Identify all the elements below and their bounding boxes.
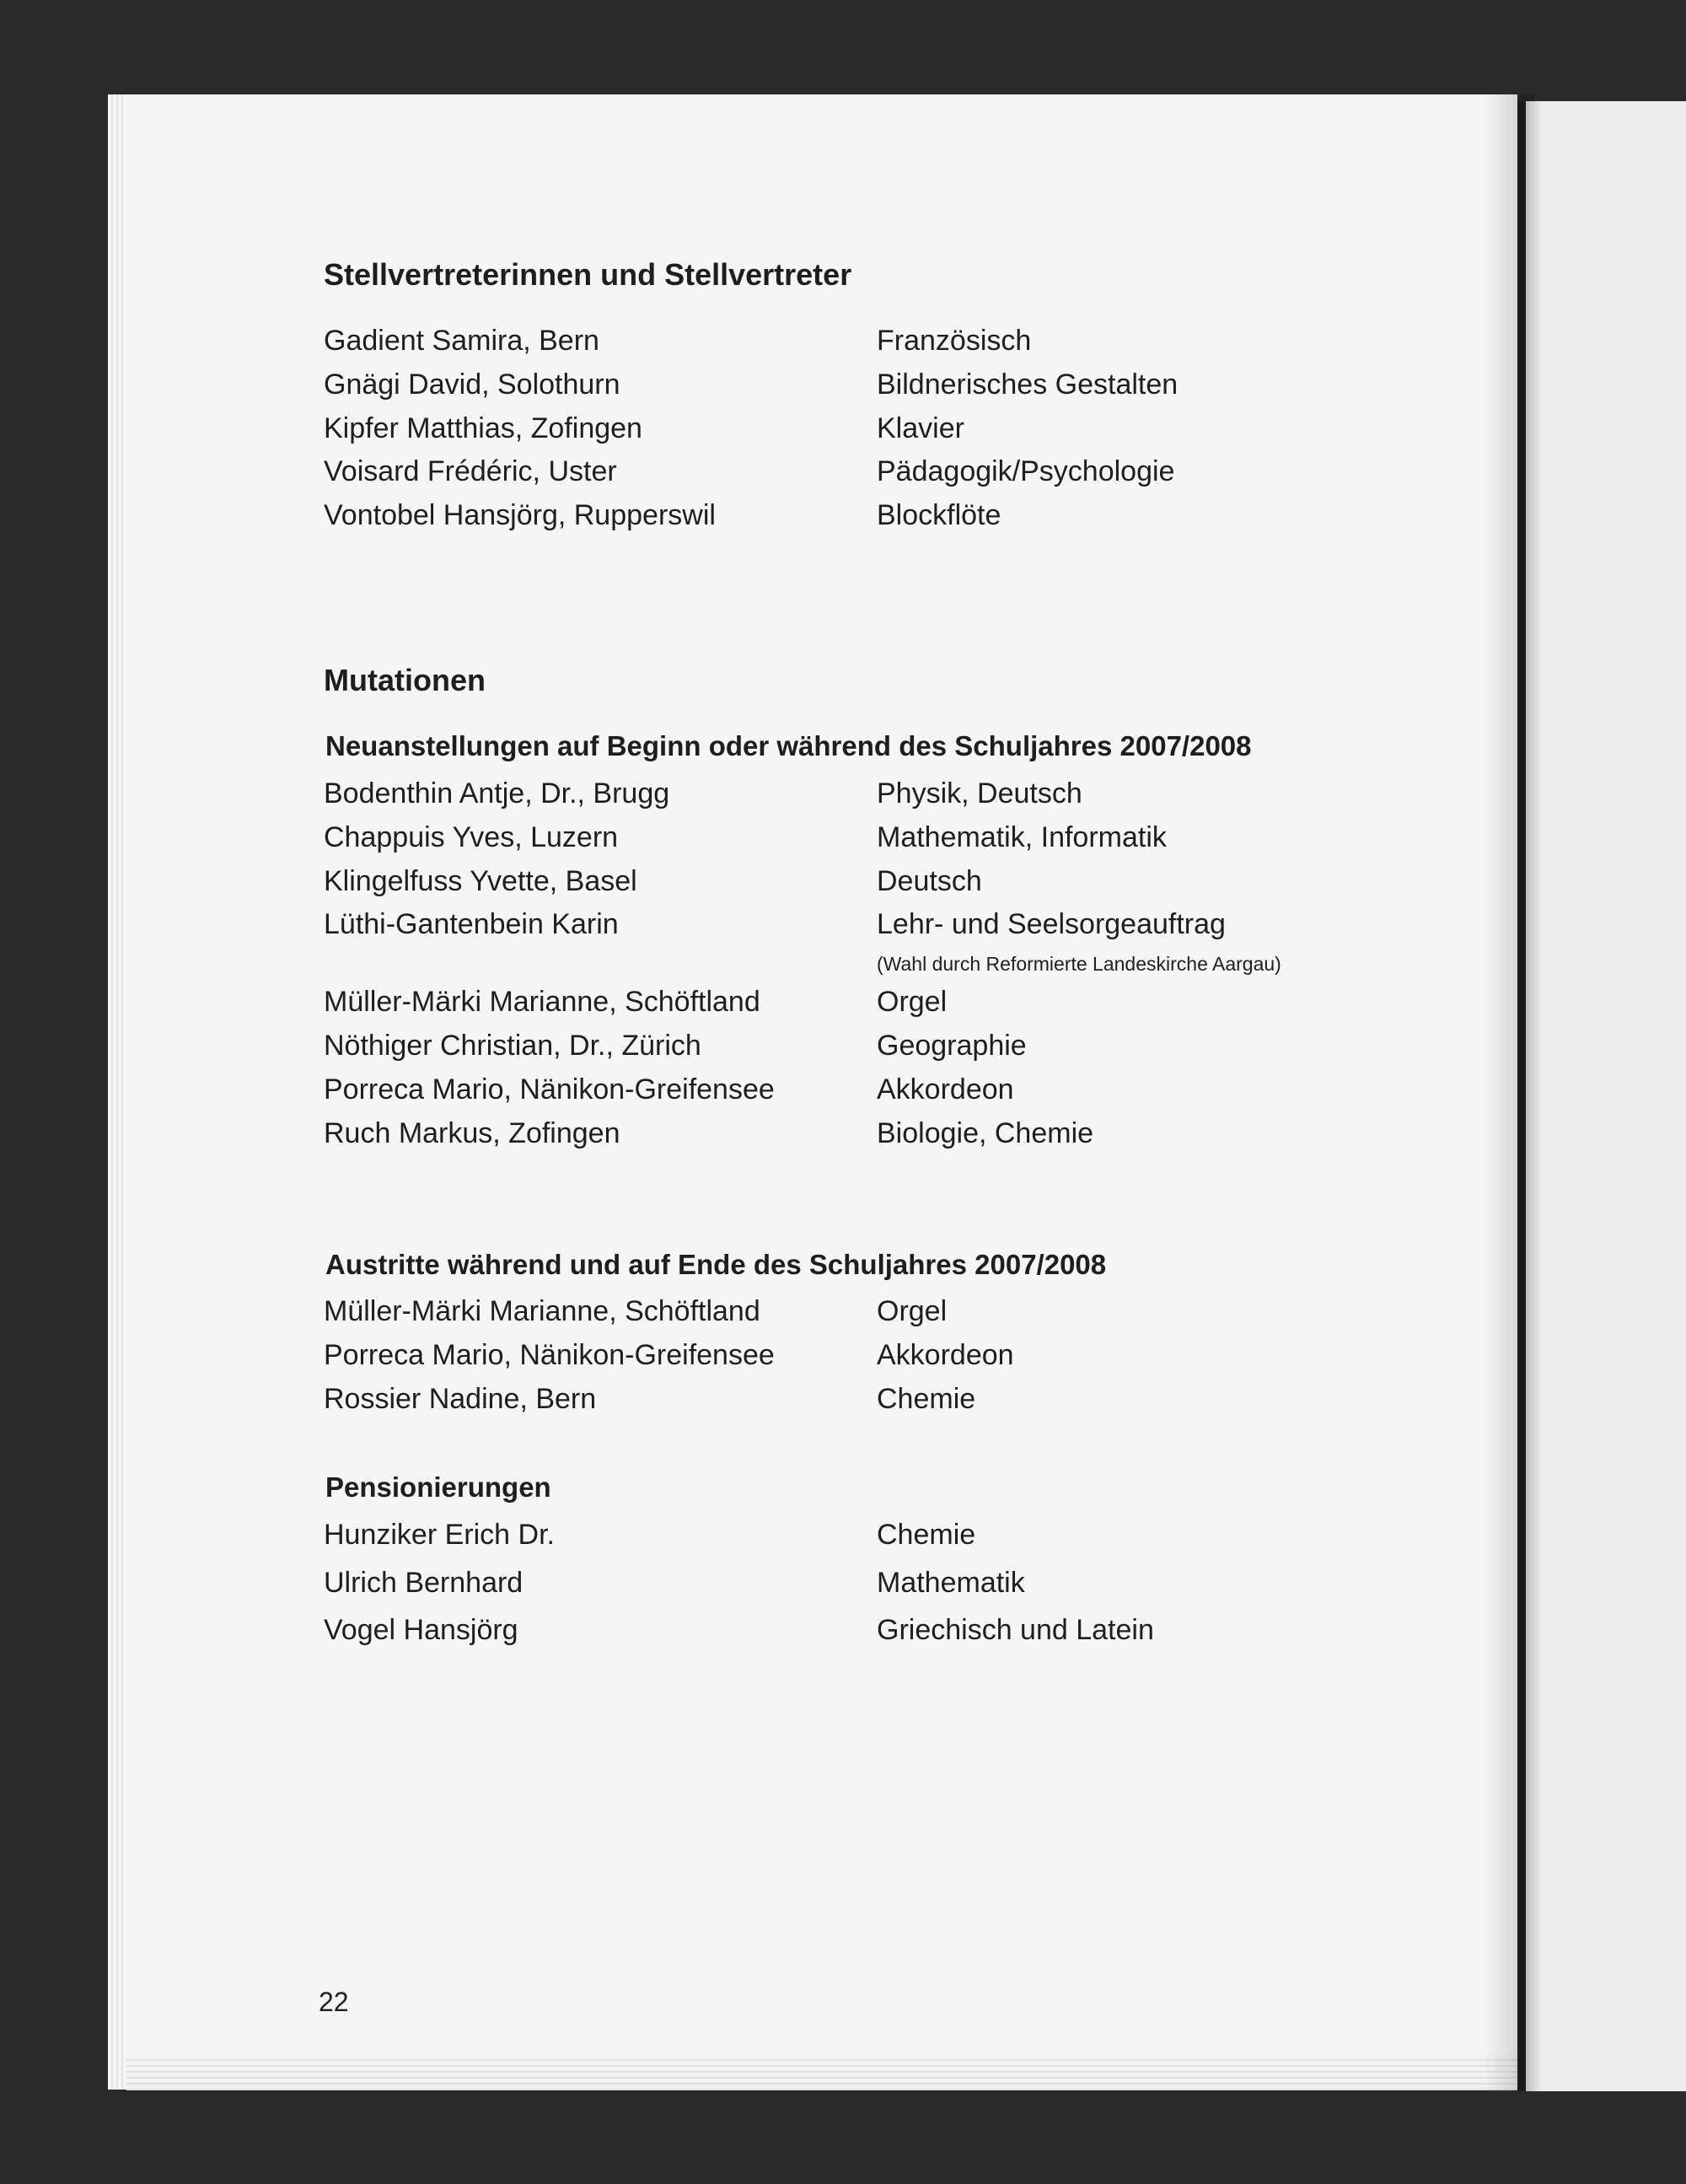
subject: Chemie [877,1519,976,1551]
person-name: Gadient Samira, Bern [324,325,599,357]
person-name: Müller-Märki Marianne, Schöftland [324,986,760,1018]
person-name: Ruch Markus, Zofingen [324,1117,620,1149]
section-title-stellvertreter: Stellvertreterinnen und Stellvertreter [324,257,852,292]
subject: Griechisch und Latein [877,1614,1154,1646]
section-title-mutationen: Mutationen [324,663,486,697]
subject: Deutsch [877,865,982,897]
person-name: Nöthiger Christian, Dr., Zürich [324,1030,701,1062]
subject: Pädagogik/Psychologie [877,455,1175,487]
page-number: 22 [319,1987,349,2017]
person-name: Rossier Nadine, Bern [324,1383,597,1415]
person-name: Kipfer Matthias, Zofingen [324,412,642,444]
person-name: Bodenthin Antje, Dr., Brugg [324,777,670,810]
person-name: Müller-Märki Marianne, Schöftland [324,1295,760,1327]
person-name: Porreca Mario, Nänikon-Greifensee [324,1073,775,1105]
subsection-title-pensionierungen: Pensionierungen [325,1471,551,1503]
subject: Mathematik, Informatik [877,821,1167,853]
subject: Akkordeon [877,1073,1014,1105]
subject: Biologie, Chemie [877,1117,1094,1149]
subsection-title-austritte: Austritte während und auf Ende des Schuljahres 2007/2008 [325,1249,1107,1280]
person-name: Klingelfuss Yvette, Basel [324,865,637,897]
subject: Mathematik [877,1567,1025,1599]
subject: Bildnerisches Gestalten [877,368,1179,401]
person-name: Vogel Hansjörg [324,1614,518,1646]
subject: Chemie [877,1383,976,1415]
subject: Lehr- und Seelsorgeauftrag [877,908,1226,940]
person-name: Lüthi-Gantenbein Karin [324,908,619,940]
footnote-wahl: (Wahl durch Reformierte Landeskirche Aargau) [877,953,1281,975]
person-name: Vontobel Hansjörg, Rupperswil [324,499,716,531]
person-name: Hunziker Erich Dr. [324,1519,555,1551]
person-name: Ulrich Bernhard [324,1567,524,1599]
subject: Blockflöte [877,499,1001,531]
subject: Französisch [877,325,1032,357]
person-name: Voisard Frédéric, Uster [324,455,617,487]
subject: Orgel [877,986,948,1018]
person-name: Chappuis Yves, Luzern [324,821,619,853]
subject: Physik, Deutsch [877,777,1082,810]
person-name: Gnägi David, Solothurn [324,368,620,401]
person-name: Porreca Mario, Nänikon-Greifensee [324,1339,775,1371]
subject: Akkordeon [877,1339,1014,1371]
subject: Klavier [877,412,964,444]
subject: Geographie [877,1030,1027,1062]
subsection-title-neuanstellungen: Neuanstellungen auf Beginn oder während des Schuljahres 2007/2008 [325,730,1252,761]
subject: Orgel [877,1295,948,1327]
